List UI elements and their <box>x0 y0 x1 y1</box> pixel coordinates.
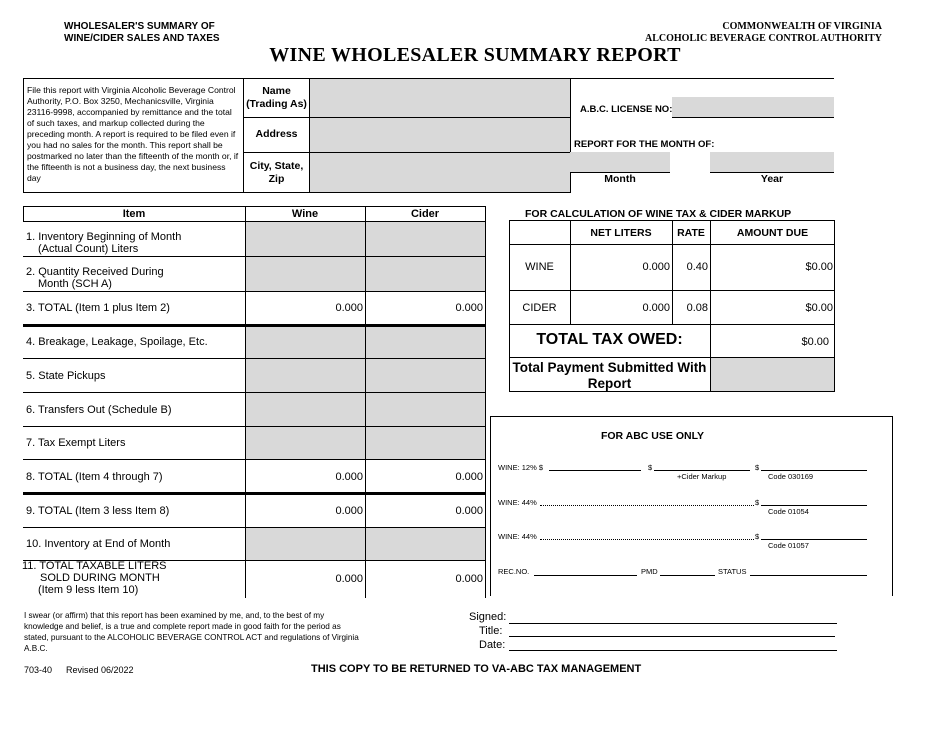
row6-cider-input[interactable] <box>366 393 485 426</box>
instructions-text: File this report with Virginia Alcoholic Beverage Control Authority, P.O. Box 3250, Mechanicsville, Virginia 23116-9998, accompanied by remittance and the total of such taxes, and markup collected during the preceding month. A report is required to be filed even if you had no sales for the month. This report shall be postmarked no later than the fifteenth of the month or, if the fifteenth is not a business day, the next business day <box>27 85 239 183</box>
name-input[interactable] <box>309 78 571 118</box>
oath-text: I swear (or affirm) that this report has been examined by me, and, to the best of my knowledge and belief, is a true and complete report made in good faith for the period as stated, pursuant to the ALCOHOLIC BEVERAGE CONTROL ACT and regulations of Virginia A.B.C. <box>24 611 359 653</box>
city-state-zip-input[interactable] <box>309 152 571 193</box>
abc-line1-c: $ <box>755 463 760 472</box>
calc-col-amount: AMOUNT DUE <box>736 227 809 239</box>
row2-wine-input[interactable] <box>246 257 365 291</box>
abc-line3-code: Code 01057 <box>768 541 809 550</box>
row4-label: 4. Breakage, Leakage, Spoilage, Etc. <box>26 336 208 348</box>
row7-cider-input[interactable] <box>366 427 485 459</box>
calc-wine-net: 0.000 <box>642 261 670 273</box>
row6-wine-input[interactable] <box>246 393 365 426</box>
payment-label-line1: Total Payment Submitted With <box>512 360 707 375</box>
row11-label-line3: (Item 9 less Item 10) <box>38 584 139 596</box>
row5-label: 5. State Pickups <box>26 370 106 382</box>
abc-status-label: STATUS <box>718 567 747 576</box>
page-title: WINE WHOLESALER SUMMARY REPORT <box>269 44 681 66</box>
form-number: 703-40 <box>24 665 53 675</box>
calc-wine-amount: $0.00 <box>805 261 833 273</box>
row2-label <box>26 266 164 290</box>
report-month-label: REPORT FOR THE MONTH OF: <box>574 139 715 150</box>
abc-line1-markup: +Cider Markup <box>677 472 727 481</box>
row11-label-line2: SOLD DURING MONTH <box>40 572 160 584</box>
abc-line1-a: WINE: 12% $ <box>498 463 544 472</box>
row1-label-line2: (Actual Count) Liters <box>38 243 139 255</box>
calc-title: FOR CALCULATION OF WINE TAX & CIDER MARKUP <box>525 208 792 220</box>
row11-wine-value: 0.000 <box>335 573 363 585</box>
date-label: Date: <box>479 639 506 651</box>
header-left-line2: WINE/CIDER SALES AND TAXES <box>64 33 220 44</box>
row11-label <box>22 560 167 596</box>
calc-col-net: NET LITERS <box>590 227 652 239</box>
row9-label: 9. TOTAL (Item 3 less Item 8) <box>26 505 170 517</box>
abc-line1-b: $ <box>648 463 653 472</box>
row6-label: 6. Transfers Out (Schedule B) <box>26 404 172 416</box>
city-label-2: Zip <box>268 173 285 185</box>
header-right <box>645 21 882 45</box>
address-label: Address <box>255 128 298 140</box>
calc-wine-rate: 0.40 <box>686 261 708 273</box>
abc-line2-c: $ <box>755 498 760 507</box>
row4-wine-input[interactable] <box>246 327 365 358</box>
return-note: THIS COPY TO BE RETURNED TO VA-ABC TAX MANAGEMENT <box>311 663 642 675</box>
name-label-2: (Trading As) <box>246 98 307 110</box>
total-tax-amount: $0.00 <box>801 336 829 348</box>
abc-line3-a: WINE: 44% <box>498 532 537 541</box>
date-line[interactable] <box>509 640 837 651</box>
row2-label-line1: 2. Quantity Received During <box>26 266 164 278</box>
row3-wine-value: 0.000 <box>335 302 363 314</box>
row3-cider-value: 0.000 <box>455 302 483 314</box>
total-tax-label: TOTAL TAX OWED: <box>536 331 683 348</box>
row4-cider-input[interactable] <box>366 327 485 358</box>
row7-wine-input[interactable] <box>246 427 365 459</box>
header-right-line2: ALCOHOLIC BEVERAGE CONTROL AUTHORITY <box>645 33 882 44</box>
col-item-header: Item <box>122 208 146 220</box>
row9-wine-value: 0.000 <box>335 505 363 517</box>
title-line[interactable] <box>509 626 835 637</box>
calc-cider-label: CIDER <box>522 302 557 314</box>
payment-label-line2: Report <box>587 376 632 391</box>
header-left-line1: WHOLESALER'S SUMMARY OF <box>64 21 215 32</box>
abc-line2-code: Code 01054 <box>768 507 809 516</box>
col-cider-header: Cider <box>410 208 440 220</box>
row10-cider-input[interactable] <box>366 528 485 560</box>
payment-label <box>509 360 710 392</box>
city-label-cell <box>243 152 310 193</box>
month-input[interactable] <box>570 152 670 173</box>
row1-label-line1: 1. Inventory Beginning of Month <box>26 231 182 243</box>
header-right-line1: COMMONWEALTH OF VIRGINIA <box>722 21 882 32</box>
row1-label <box>26 231 181 255</box>
abc-title: FOR ABC USE ONLY <box>600 430 705 442</box>
license-input[interactable] <box>672 97 834 118</box>
header-left <box>64 21 220 45</box>
row8-cider-value: 0.000 <box>455 471 483 483</box>
calc-col-rate: RATE <box>677 227 705 239</box>
city-label-1: City, State, <box>249 160 304 172</box>
abc-use-box <box>490 416 893 596</box>
year-input[interactable] <box>710 152 834 173</box>
row10-label: 10. Inventory at End of Month <box>26 538 171 550</box>
row9-cider-value: 0.000 <box>455 505 483 517</box>
address-label-cell <box>243 117 310 153</box>
payment-input[interactable] <box>711 358 834 391</box>
name-label-cell <box>243 78 310 118</box>
month-label: Month <box>604 173 636 185</box>
row1-wine-input[interactable] <box>246 222 365 256</box>
calc-cider-net: 0.000 <box>642 302 670 314</box>
revised-date: Revised 06/2022 <box>66 665 134 675</box>
calc-cider-rate: 0.08 <box>686 302 708 314</box>
abc-rec-label: REC.NO. <box>498 567 530 576</box>
abc-line1-code: Code 030169 <box>768 472 814 481</box>
row10-wine-input[interactable] <box>246 528 365 560</box>
abc-line2-a: WINE: 44% <box>498 498 537 507</box>
signed-label: Signed: <box>469 611 507 623</box>
instructions-box <box>23 78 244 193</box>
license-label: A.B.C. LICENSE NO: <box>580 104 673 115</box>
title-label: Title: <box>479 625 503 637</box>
row7-label: 7. Tax Exempt Liters <box>26 437 126 449</box>
row8-label: 8. TOTAL (Item 4 through 7) <box>26 471 163 483</box>
address-input[interactable] <box>309 117 571 153</box>
row11-label-line1: 11. TOTAL TAXABLE LITERS <box>22 560 167 572</box>
calc-cider-amount: $0.00 <box>805 302 833 314</box>
abc-line3-c: $ <box>755 532 760 541</box>
row8-wine-value: 0.000 <box>335 471 363 483</box>
year-label: Year <box>760 173 784 185</box>
row1-cider-input[interactable] <box>366 222 485 256</box>
abc-pmd-label: PMD <box>641 567 658 576</box>
calc-wine-label: WINE <box>525 261 554 273</box>
row2-label-line2: Month (SCH A) <box>38 278 112 290</box>
row11-cider-value: 0.000 <box>455 573 483 585</box>
row5-cider-input[interactable] <box>366 359 485 392</box>
col-wine-header: Wine <box>291 208 319 220</box>
row3-label: 3. TOTAL (Item 1 plus Item 2) <box>26 302 170 314</box>
row2-cider-input[interactable] <box>366 257 485 291</box>
row5-wine-input[interactable] <box>246 359 365 392</box>
signed-line[interactable] <box>509 612 837 624</box>
name-label-1: Name <box>262 85 291 97</box>
